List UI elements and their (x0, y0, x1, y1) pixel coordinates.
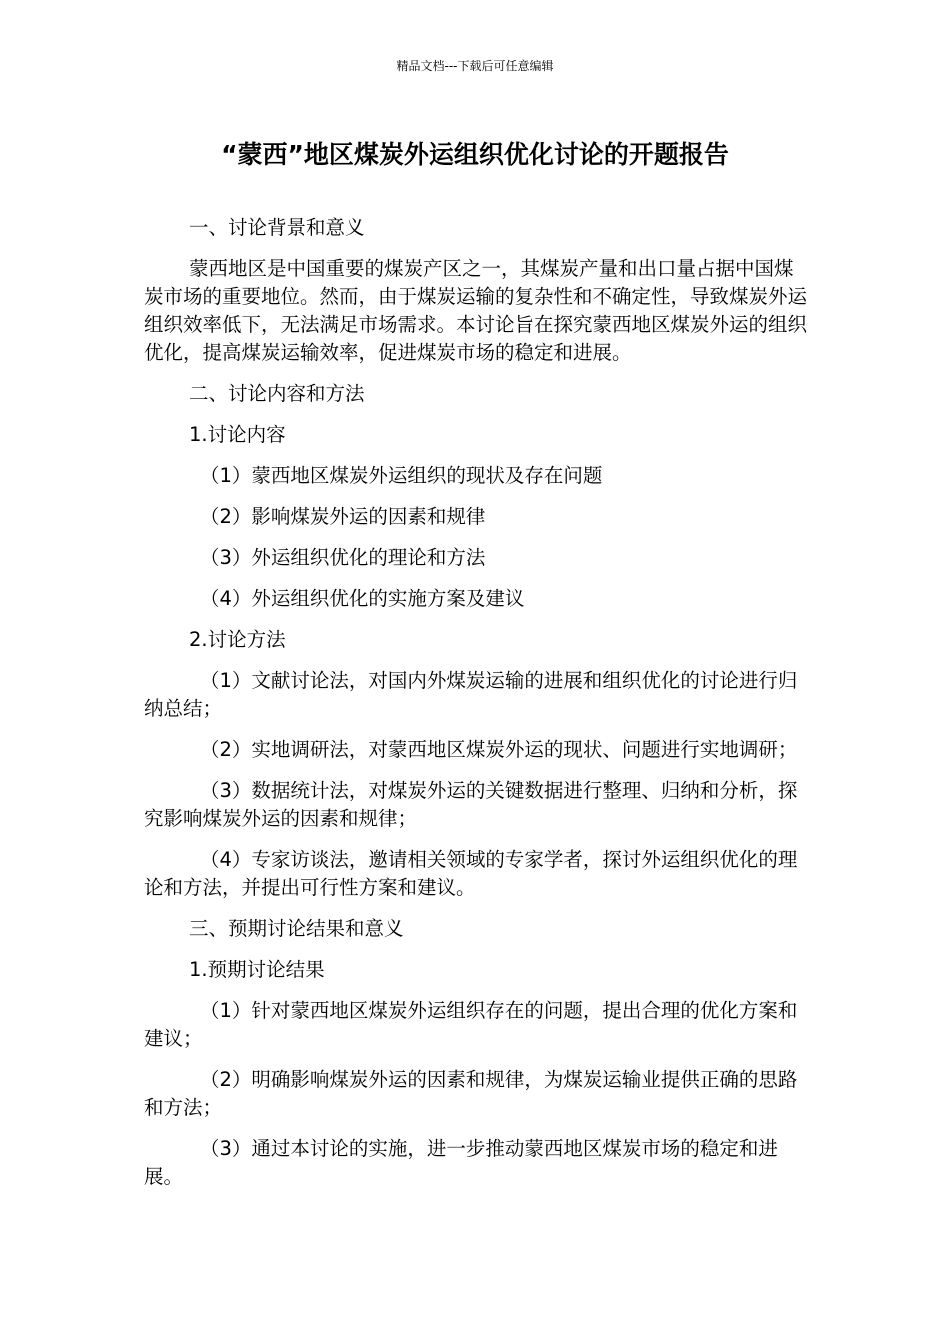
result-item-2: （2）明确影响煤炭外运的因素和规律，为煤炭运输业提供正确的思路和方法； (144, 1068, 798, 1119)
method-item-4: （4）专家访谈法，邀请相关领域的专家学者，探讨外运组织优化的理论和方法，并提出可行性方案和建议。 (144, 848, 798, 899)
section-heading-background: 一、讨论背景和意义 (189, 216, 365, 239)
method-item-1: （1）文献讨论法，对国内外煤炭运输的进展和组织优化的讨论进行归纳总结； (144, 669, 798, 720)
subheading-method: 2.讨论方法 (189, 628, 286, 651)
subheading-content: 1.讨论内容 (189, 423, 286, 446)
content-item-3: （3）外运组织优化的理论和方法 (200, 546, 486, 569)
content-item-4: （4）外运组织优化的实施方案及建议 (200, 587, 525, 610)
page-header: 精品文档---下载后可任意编辑 (396, 59, 554, 73)
content-item-2: （2）影响煤炭外运的因素和规律 (200, 505, 486, 528)
document-title: “蒙西”地区煤炭外运组织优化讨论的开题报告 (221, 140, 729, 169)
document-body (144, 214, 812, 1204)
result-item-1: （1）针对蒙西地区煤炭外运组织存在的问题，提出合理的优化方案和建议； (144, 999, 798, 1050)
result-item-3: （3）通过本讨论的实施，进一步推动蒙西地区煤炭市场的稳定和进展。 (144, 1137, 778, 1188)
background-paragraph: 蒙西地区是中国重要的煤炭产区之一，其煤炭产量和出口量占据中国煤炭市场的重要地位。然而，由于煤炭运输的复杂性和不确定性，导致煤炭外运组织效率低下，无法满足市场需求。本讨论旨在探究蒙西地区煤炭外运的组织优化，提高煤炭运输效率，促进煤炭市场的稳定和进展。 (144, 257, 808, 364)
section-heading-content-method: 二、讨论内容和方法 (189, 382, 365, 405)
subheading-expected-results: 1.预期讨论结果 (189, 958, 325, 981)
section-heading-expected: 三、预期讨论结果和意义 (189, 917, 404, 940)
method-item-2: （2）实地调研法，对蒙西地区煤炭外运的现状、问题进行实地调研； (200, 738, 798, 761)
method-item-3: （3）数据统计法，对煤炭外运的关键数据进行整理、归纳和分析，探究影响煤炭外运的因素和规律； (144, 779, 798, 830)
content-item-1: （1）蒙西地区煤炭外运组织的现状及存在问题 (200, 464, 603, 487)
